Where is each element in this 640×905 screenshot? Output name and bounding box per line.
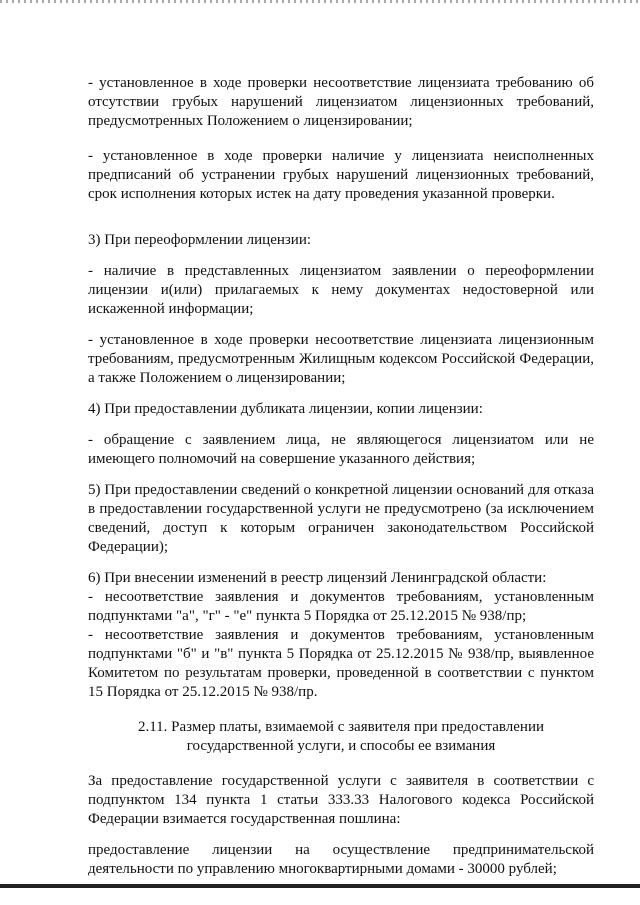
paragraph-reissue-false-info: - наличие в представленных лицензиатом заявлении о переоформлении лицензии и(или) прилагаемых к нему документах недостоверной или искаженной информации; [88,263,594,317]
heading-reissue: 3) При переоформлении лицензии: [88,232,312,248]
heading-registry-changes: 6) При внесении изменений в реестр лицензий Ленинградской области: [88,570,547,586]
paragraph-grounds-prescriptions: - установленное в ходе проверки наличие у лицензиата неисполненных предписаний об устранении грубых нарушений лицензионных требований, срок исполнения которых истек на дату проведения указанной проверки. [88,148,594,202]
document-page [88,74,594,879]
paragraph-state-duty: За предоставление государственной услуги с заявителя в соответствии с подпунктом 134 пункта 1 статьи 333.33 Налогового кодекса Российской Федерации взимается государственная пошлина: [88,773,594,827]
paragraph-registry-a-e: - несоответствие заявления и документов требованиям, установленным подпунктами "а", "г" - "е" пункта 5 Порядка от 25.12.2015 № 938/пр; [88,589,594,624]
heading-duplicate: 4) При предоставлении дубликата лицензии, копии лицензии: [88,401,483,417]
paragraph-grounds-requirement: - установленное в ходе проверки несоответствие лицензиата требованию об отсутствии грубых нарушений лицензиатом лицензионных требований, предусмотренных Положением о лицензировании; [88,75,594,129]
section-heading-2-11: 2.11. Размер платы, взимаемой с заявителя при предоставлении государственной услуги, и способы ее взимания [137,719,545,754]
scan-edge-bottom [0,884,640,888]
paragraph-duplicate-applicant: - обращение с заявлением лица, не являющегося лицензиатом или не имеющего полномочий на совершение указанного действия; [88,432,594,467]
paragraph-reissue-noncompliance: - установленное в ходе проверки несоответствие лицензиата лицензионным требованиям, предусмотренным Жилищным кодексом Российской Федерации, а также Положением о лицензировании; [88,332,594,386]
paragraph-registry-b-v: - несоответствие заявления и документов требованиям, установленным подпунктами "б" и "в" пункта 5 Порядка от 25.12.2015 № 938/пр, выявленное Комитетом по результатам проверки, проведенной в соответствии с пунктом 15 Порядка от 25.12.2015 № 938/пр. [88,627,594,700]
scan-edge-top [0,0,640,3]
paragraph-license-info: 5) При предоставлении сведений о конкретной лицензии оснований для отказа в предоставлении государственной услуги не предусмотрено (за исключением сведений, доступ к которым ограничен законодательством Российской Федерации); [88,482,594,555]
paragraph-duty-amount: предоставление лицензии на осуществление предпринимательской деятельности по управлению многоквартирными домами - 30000 рублей; [88,842,594,877]
